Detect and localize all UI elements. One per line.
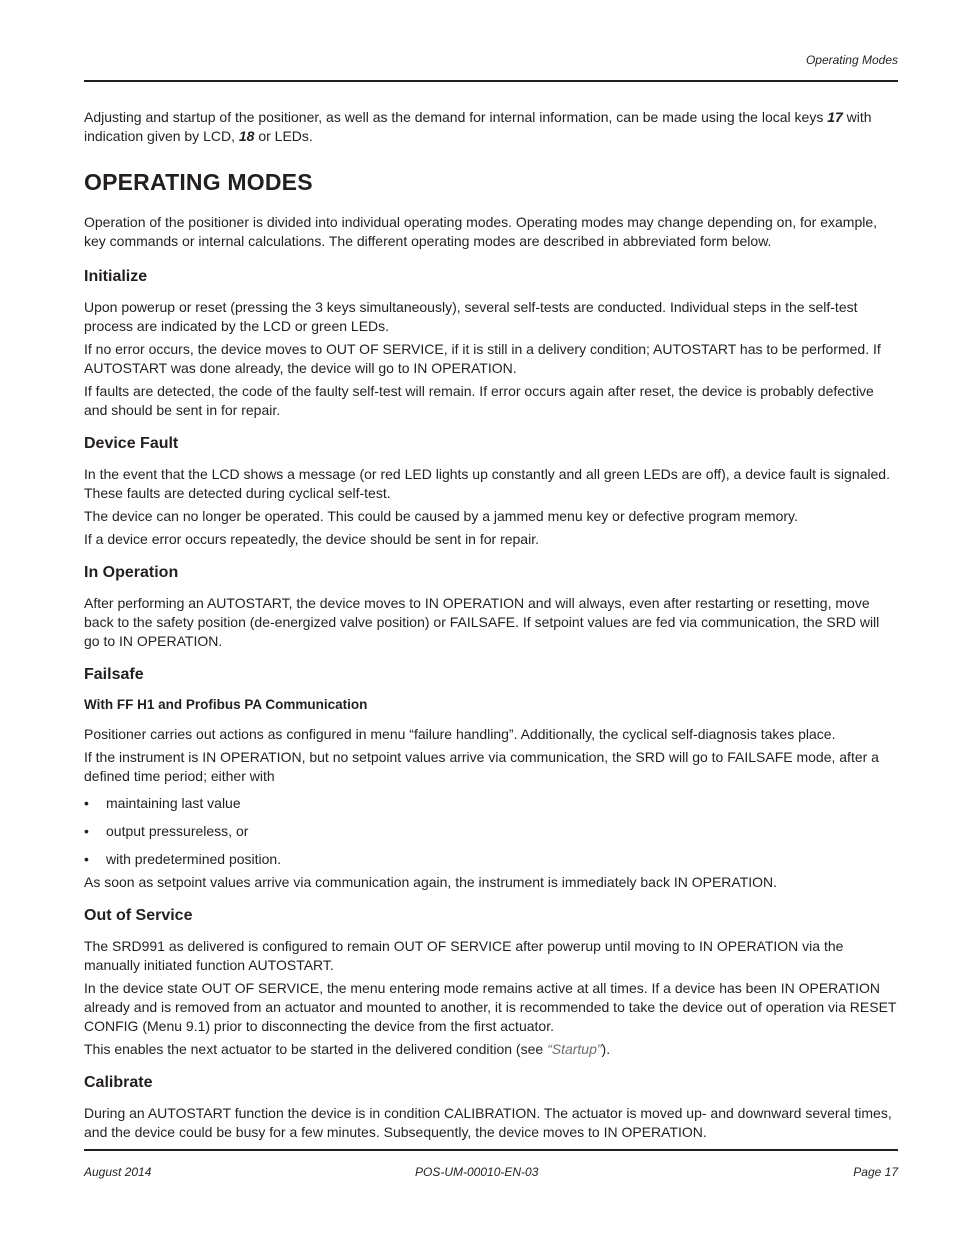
intro-paragraph [84, 108, 898, 146]
out-of-service-paragraph-3 [84, 1040, 898, 1059]
list-item [84, 822, 898, 841]
failsafe-paragraph-2: If the instrument is IN OPERATION, but no setpoint values arrive via communication, the SRD will go to FAILSAFE mode, after a defined time period; either with [84, 749, 879, 784]
list-item [84, 850, 898, 869]
bullet-marker: • [84, 851, 89, 867]
overview-paragraph: Operation of the positioner is divided into individual operating modes. Operating modes may change depending on, for example, key commands or internal calculations. The different operating modes are described in abbreviated form below. [84, 214, 878, 249]
failsafe-subheading: With FF H1 and Profibus PA Communication [84, 697, 368, 712]
page-body [84, 108, 898, 1142]
list-item [84, 794, 898, 813]
out-of-service-paragraph-2: In the device state OUT OF SERVICE, the menu entering mode remains active at all times. If a device has been IN OPERATION already and is removed from an actuator and mounted to another, it is recommended to take the device out of operation via RESET CONFIG (Menu 9.1) prior to disconnecting the device from the first actuator. [84, 980, 897, 1034]
footer-date: August 2014 [84, 1165, 152, 1179]
initialize-paragraph-2: If no error occurs, the device moves to OUT OF SERVICE, if it is still in a delivery condition; AUTOSTART has to be performed. If AUTOSTART was done already, the device will go to IN OPERATION. [84, 341, 881, 376]
out-of-service-heading: Out of Service [84, 907, 193, 924]
list-item-text: maintaining last value [106, 795, 241, 811]
bullet-marker: • [84, 795, 89, 811]
list-item-text: output pressureless, or [106, 823, 249, 839]
out-of-service-paragraph-1: The SRD991 as delivered is configured to remain OUT OF SERVICE after powerup until moving to IN OPERATION via the manually initiated function AUTOSTART. [84, 938, 844, 973]
failsafe-paragraph-3: As soon as setpoint values arrive via communication again, the instrument is immediately back IN OPERATION. [84, 874, 778, 890]
in-operation-heading: In Operation [84, 564, 179, 581]
intro-text-2: with indication given by LCD, [84, 109, 872, 144]
page-title: OPERATING MODES [84, 169, 313, 195]
footer-rule [84, 1149, 898, 1151]
failsafe-options-list [84, 794, 898, 869]
intro-text-3: or LEDs. [254, 128, 313, 144]
intro-text-1: Adjusting and startup of the positioner, as well as the demand for internal information, can be made using the local keys [84, 109, 828, 125]
initialize-heading: Initialize [84, 268, 148, 285]
failsafe-heading: Failsafe [84, 666, 144, 683]
failsafe-paragraph-1: Positioner carries out actions as configured in menu “failure handling”. Additionally, the cyclical self-diagnosis takes place. [84, 726, 836, 742]
out-of-service-text-end: ). [601, 1041, 611, 1057]
lcd-reference: 18 [238, 128, 255, 144]
device-fault-paragraph-2: The device can no longer be operated. This could be caused by a jammed menu key or defective program memory. [84, 508, 798, 524]
footer-doc-number: POS-UM-00010-EN-03 [415, 1165, 539, 1179]
calibrate-paragraph: During an AUTOSTART function the device is in condition CALIBRATION. The actuator is moved up- and downward several times, and the device could be busy for a few minutes. Subsequently, the device moves to IN OPERATION. [84, 1105, 892, 1140]
initialize-paragraph-1: Upon powerup or reset (pressing the 3 keys simultaneously), several self-tests are conducted. Individual steps in the self-test process are indicated by the LCD or green LEDs. [84, 299, 858, 334]
in-operation-paragraph: After performing an AUTOSTART, the device moves to IN OPERATION and will always, even after restarting or resetting, move back to the safety position (de-energized valve position) or FAILSAFE. If setpoint values are fed via communication, the SRD will go to IN OPERATION. [84, 595, 880, 649]
header-rule [84, 80, 898, 82]
device-fault-paragraph-3: If a device error occurs repeatedly, the device should be sent in for repair. [84, 531, 539, 547]
list-item-text: with predetermined position. [106, 851, 282, 867]
footer-page-number: Page 17 [853, 1165, 898, 1179]
out-of-service-text: This enables the next actuator to be started in the delivered condition (see [84, 1041, 548, 1057]
running-header: Operating Modes [805, 53, 898, 67]
initialize-paragraph-3: If faults are detected, the code of the faulty self-test will remain. If error occurs again after reset, the device is probably defective and should be sent in for repair. [84, 383, 874, 418]
startup-link[interactable]: “Startup” [547, 1041, 602, 1057]
device-fault-paragraph-1: In the event that the LCD shows a message (or red LED lights up constantly and all green LEDs are off), a device fault is signaled. These faults are detected during cyclical self-test. [84, 466, 890, 501]
device-fault-heading: Device Fault [84, 435, 179, 452]
key-reference: 17 [827, 109, 843, 125]
calibrate-heading: Calibrate [84, 1074, 153, 1091]
bullet-marker: • [84, 823, 89, 839]
